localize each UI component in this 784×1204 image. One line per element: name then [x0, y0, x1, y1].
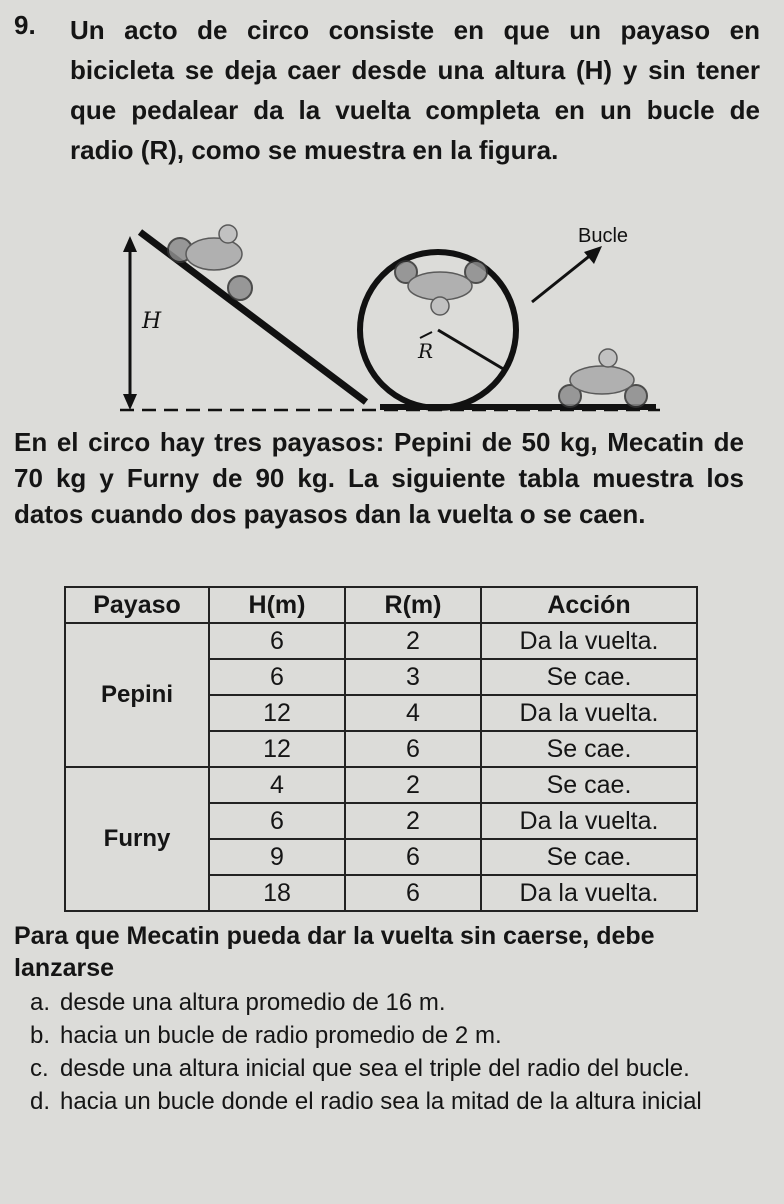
cell-h: 18 — [209, 875, 345, 911]
data-table — [64, 586, 698, 912]
height-arrow-bottom-head — [123, 394, 137, 410]
cell-action: Da la vuelta. — [481, 695, 697, 731]
header-accion: Acción — [481, 587, 697, 623]
cell-r: 2 — [345, 803, 481, 839]
answer-options — [14, 988, 754, 1120]
loop-label: Bucle — [578, 225, 629, 247]
question-number: 9. — [14, 10, 36, 40]
header-h: H(m) — [209, 587, 345, 623]
cell-action: Da la vuelta. — [481, 623, 697, 659]
loop-figure — [80, 210, 700, 420]
cell-action: Se cae. — [481, 767, 697, 803]
option-a[interactable] — [14, 988, 754, 1018]
payaso-name-furny: Furny — [65, 767, 209, 911]
table-header-row — [65, 587, 697, 623]
option-text: desde una altura promedio de 16 m. — [60, 989, 446, 1016]
cell-h: 6 — [209, 659, 345, 695]
cell-action: Da la vuelta. — [481, 875, 697, 911]
radius-vector-mark — [420, 332, 432, 338]
header-payaso: Payaso — [65, 587, 209, 623]
cell-h: 6 — [209, 803, 345, 839]
option-letter: a. — [30, 989, 51, 1016]
cell-r: 3 — [345, 659, 481, 695]
cell-r: 2 — [345, 623, 481, 659]
option-text: hacia un bucle donde el radio sea la mitad de la altura inicial — [60, 1088, 702, 1115]
cell-action: Se cae. — [481, 839, 697, 875]
clown-bike-on-exit — [559, 349, 647, 407]
payaso-name-pepini: Pepini — [65, 623, 209, 767]
table-row — [65, 623, 697, 659]
cell-action: Da la vuelta. — [481, 803, 697, 839]
cell-h: 4 — [209, 767, 345, 803]
cell-r: 4 — [345, 695, 481, 731]
option-text: desde una altura inicial que sea el triple del radio del bucle. — [60, 1055, 690, 1082]
intro-paragraph: En el circo hay tres payasos: Pepini de 50 kg, Mecatin de 70 kg y Furny de 90 kg. La siguiente tabla muestra los datos cuando dos payasos dan la vuelta o se caen. — [14, 427, 744, 529]
option-b[interactable] — [14, 1021, 754, 1051]
loop-pointer-arrow — [532, 254, 592, 302]
question-prompt: Para que Mecatin pueda dar la vuelta sin caerse, debe lanzarse — [14, 922, 655, 982]
question-stem: Un acto de circo consiste en que un payaso en bicicleta se deja caer desde una altura (H) y sin tener que pedalear da la vuelta completa en un bucle de radio (R), como se muestra en la figura. — [70, 15, 760, 165]
cell-r: 6 — [345, 839, 481, 875]
table-row — [65, 767, 697, 803]
radius-label: R — [418, 339, 434, 363]
cell-h: 12 — [209, 695, 345, 731]
cell-r: 6 — [345, 731, 481, 767]
cell-action: Se cae. — [481, 731, 697, 767]
cell-h: 12 — [209, 731, 345, 767]
height-arrow-top-head — [123, 236, 137, 252]
option-letter: d. — [30, 1088, 51, 1115]
radius-line — [438, 330, 505, 370]
header-r: R(m) — [345, 587, 481, 623]
cell-h: 6 — [209, 623, 345, 659]
option-d[interactable] — [14, 1087, 754, 1117]
option-text: hacia un bucle de radio promedio de 2 m. — [60, 1022, 502, 1049]
option-letter: b. — [30, 1022, 51, 1049]
option-c[interactable] — [14, 1054, 754, 1084]
cell-r: 2 — [345, 767, 481, 803]
clown-bike-in-loop — [395, 261, 487, 315]
cell-action: Se cae. — [481, 659, 697, 695]
option-letter: c. — [30, 1055, 49, 1082]
loop-pointer-head — [584, 246, 602, 264]
height-label: H — [142, 309, 162, 334]
cell-r: 6 — [345, 875, 481, 911]
cell-h: 9 — [209, 839, 345, 875]
